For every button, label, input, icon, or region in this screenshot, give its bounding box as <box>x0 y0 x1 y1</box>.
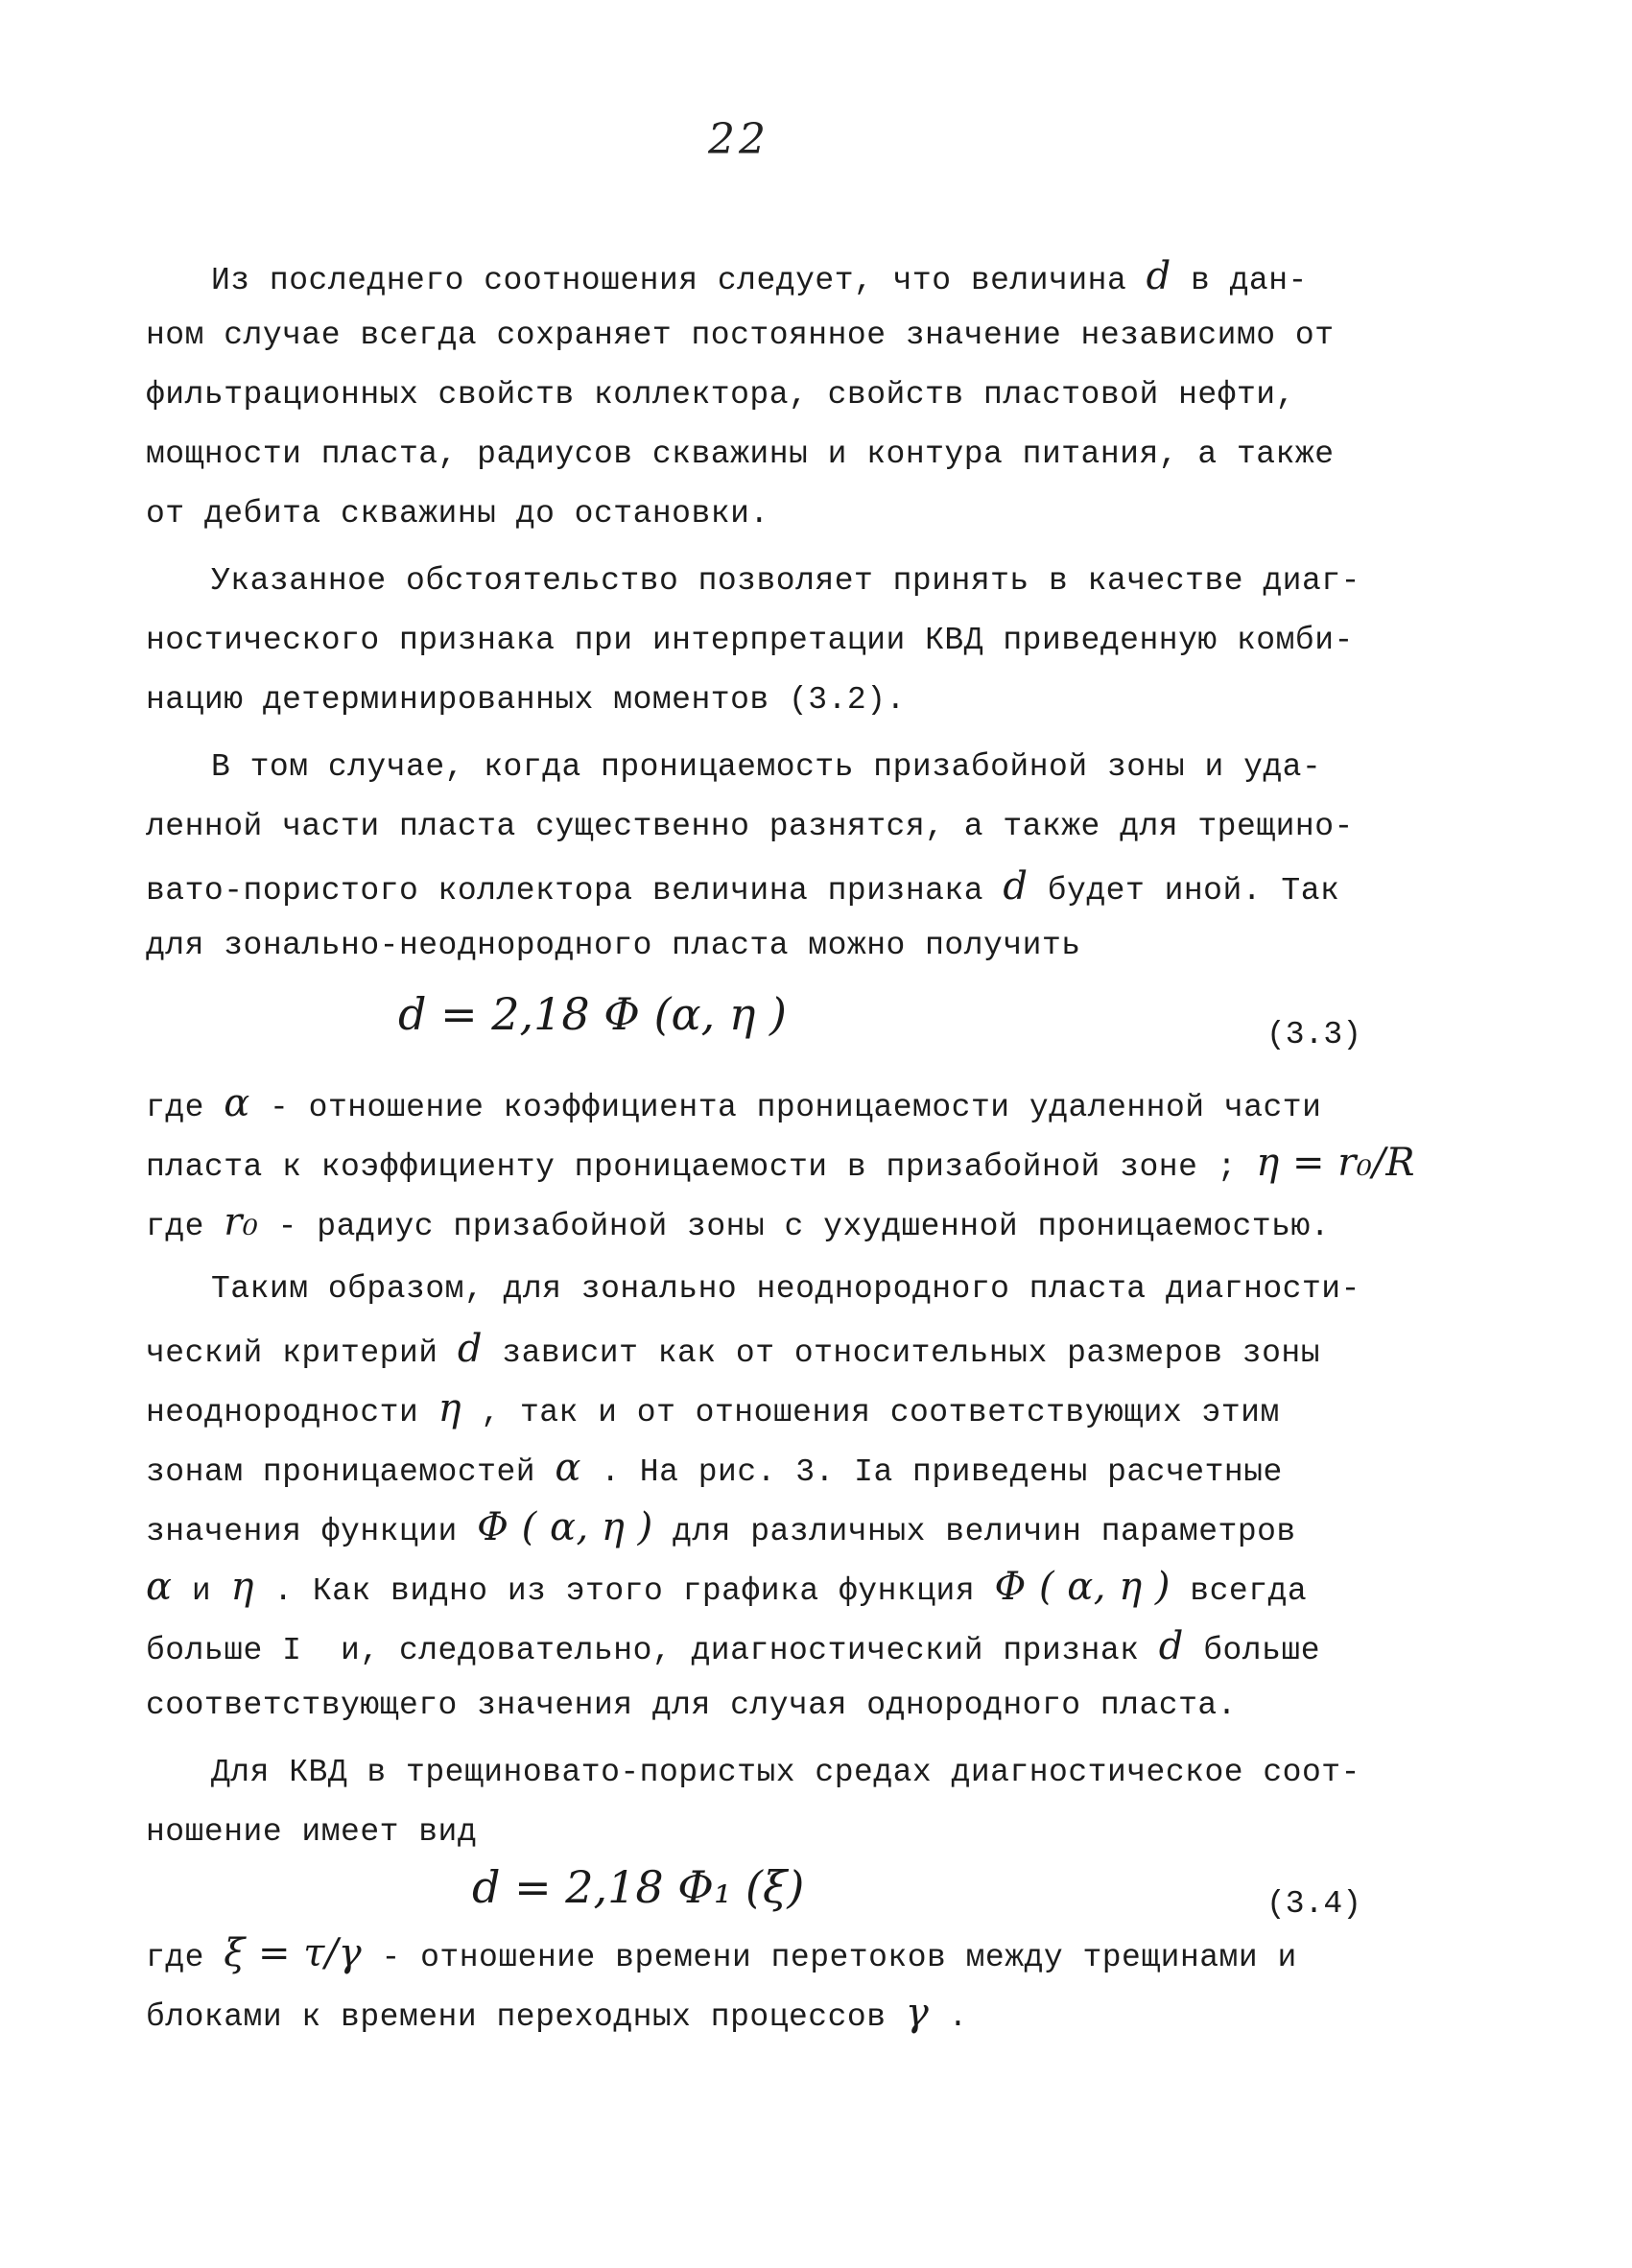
function-phi: Φ ( α, η ) <box>994 1565 1171 1609</box>
eta-definition: η = r₀/R <box>1256 1141 1415 1185</box>
text-line: неоднородности η , так и от отношения соответствующих этим <box>146 1386 1280 1430</box>
symbol-eta: η <box>230 1565 254 1609</box>
equation-number: (3.4) <box>1266 1886 1362 1922</box>
text-line: больше I и, следовательно, диагностический признак d больше <box>146 1624 1321 1668</box>
symbol-alpha: α <box>224 1081 250 1125</box>
symbol-alpha: α <box>555 1446 581 1490</box>
symbol-gamma: γ <box>905 1991 930 2035</box>
formula-3-3: d = 2,18 Φ (α, η ) <box>398 988 787 1040</box>
text-line: ческий критерий d зависит как от относительных размеров зоны <box>146 1327 1321 1371</box>
text-line: ном случае всегда сохраняет постоянное значение независимо от <box>146 318 1335 353</box>
xi-definition: ξ = τ/γ <box>224 1931 363 1975</box>
symbol-d: d <box>1158 1624 1184 1668</box>
symbol-alpha: α <box>146 1565 173 1609</box>
text-line: где r₀ - радиус призабойной зоны с ухудшенной проницаемостью. <box>146 1200 1331 1244</box>
text-line: ленной части пласта существенно разнятся, а также для трещино- <box>146 809 1354 844</box>
text-line: В том случае, когда проницаемость призабойной зоны и уда- <box>211 749 1322 785</box>
text-line: где α - отношение коэффициента проницаемости удаленной части <box>146 1081 1322 1125</box>
symbol-eta: η <box>438 1386 462 1430</box>
text-line: ношение имеет вид <box>146 1814 478 1850</box>
formula-3-4: d = 2,18 Φ₁ (ξ) <box>472 1861 805 1913</box>
text-line: зонам проницаемостей α . На рис. 3. Iа приведены расчетные <box>146 1446 1283 1490</box>
text-line: для зонально-неоднородного пласта можно получить <box>146 928 1081 963</box>
text-line: вато-пористого коллектора величина признака d будет иной. Так <box>146 864 1340 909</box>
text-line: где ξ = τ/γ - отношение времени перетоков между трещинами и <box>146 1931 1297 1975</box>
text-line: нацию детерминированных моментов (3.2). <box>146 682 906 718</box>
symbol-r0: r₀ <box>224 1200 259 1244</box>
text-line: от дебита скважины до остановки. <box>146 496 769 532</box>
text-line: пласта к коэффициенту проницаемости в призабойной зоне ; η = r₀/R <box>146 1141 1415 1185</box>
text-line: α и η . Как видно из этого графика функция Φ ( α, η ) всегда <box>146 1565 1308 1609</box>
text-line: Таким образом, для зонально неоднородного пласта диагности- <box>211 1271 1360 1307</box>
text-line: фильтрационных свойств коллектора, свойств пластовой нефти, <box>146 377 1295 413</box>
page-number: 22 <box>708 115 769 164</box>
text-line: значения функции Φ ( α, η ) для различных величин параметров <box>146 1505 1296 1549</box>
text-line: блоками к времени переходных процессов γ . <box>146 1991 968 2035</box>
function-phi: Φ ( α, η ) <box>477 1505 653 1549</box>
symbol-d: d <box>1146 254 1171 298</box>
equation-number: (3.3) <box>1266 1017 1362 1052</box>
symbol-d: d <box>1003 864 1029 909</box>
text-line: ностического признака при интерпретации КВД приведенную комби- <box>146 623 1354 658</box>
text-line: Указанное обстоятельство позволяет принять в качестве диаг- <box>211 563 1360 599</box>
text-line: Из последнего соотношения следует, что величина d в дан- <box>211 254 1308 298</box>
text-line: соответствующего значения для случая однородного пласта. <box>146 1688 1237 1723</box>
text-line: мощности пласта, радиусов скважины и контура питания, а также <box>146 437 1335 472</box>
text-line: Для КВД в трещиновато-пористых средах диагностическое соот- <box>211 1755 1360 1790</box>
symbol-d: d <box>457 1327 483 1371</box>
